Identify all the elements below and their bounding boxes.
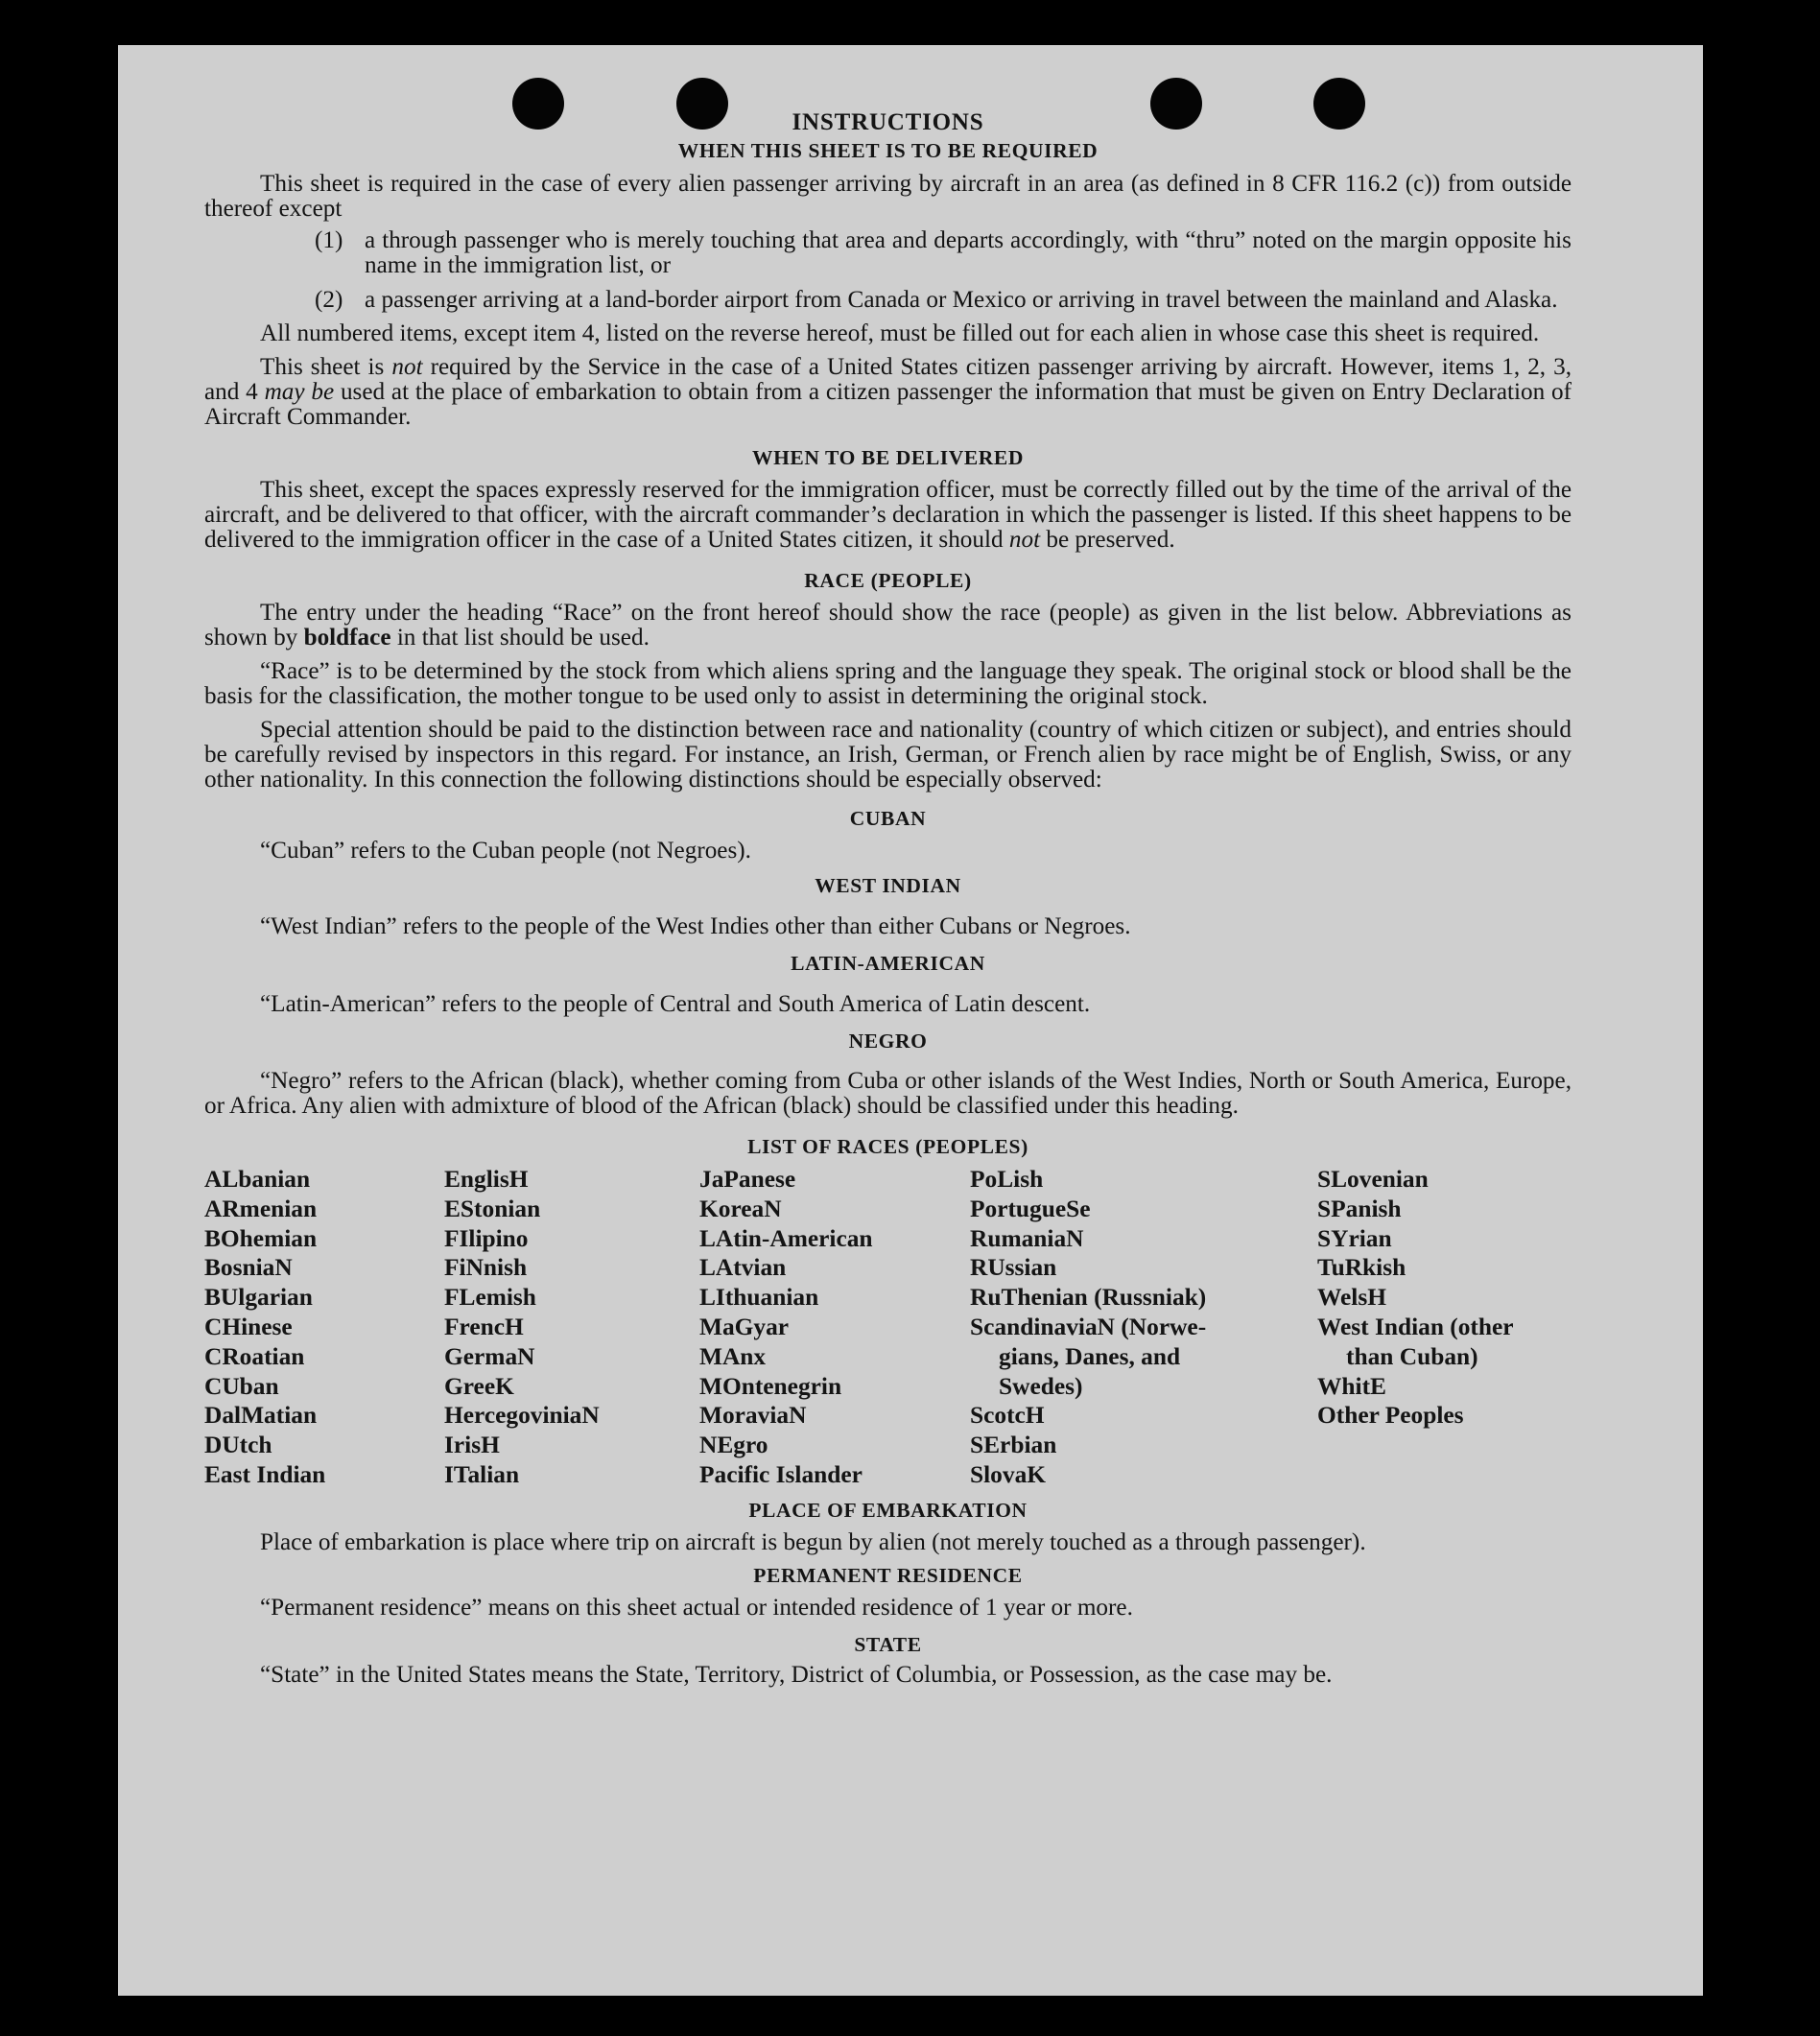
race-entry: HercegoviniaN [444, 1402, 600, 1430]
race-entry: ARmenian [204, 1195, 318, 1222]
race-entry: West Indian (other [1317, 1313, 1514, 1340]
paragraph [204, 355, 1572, 430]
document-page [118, 45, 1703, 1996]
text-run: required by the Service in the case of a United States citizen passenger arriving by aircraft. However, items 1, 2, 3, and 4 [204, 354, 1572, 405]
race-entry: PortugueSe [970, 1195, 1091, 1222]
paragraph: Place of embarkation is place where trip on aircraft is begun by alien (not merely touched as a through passenger). [260, 1528, 1366, 1555]
section-heading-negro: NEGRO [848, 1030, 928, 1053]
item-number: (1) [315, 227, 343, 253]
race-entry: SYrian [1317, 1224, 1392, 1252]
paragraph: “Latin-American” refers to the people of Central and South America of Latin descent. [260, 991, 1091, 1017]
race-entry: RUssian [970, 1254, 1057, 1282]
text-run: used at the place of embarkation to obtain from a citizen passenger the information that must be given on Entry Declaration of Aircraft Commander. [204, 379, 1572, 430]
race-entry: JaPanese [699, 1166, 796, 1193]
race-entry: than Cuban) [1346, 1342, 1478, 1370]
text-run: be preserved. [1040, 527, 1175, 553]
paragraph: All numbered items, except item 4, listed on the reverse hereof, must be filled out for each alien in whose case this sheet is required. [260, 320, 1540, 346]
race-entry: EStonian [444, 1195, 541, 1222]
races-list [204, 1165, 1572, 1490]
race-entry: DUtch [204, 1432, 272, 1459]
race-entry: PoLish [970, 1166, 1044, 1193]
race-entry: gians, Danes, and [999, 1342, 1181, 1370]
race-entry: WhitE [1317, 1372, 1386, 1400]
race-entry: FIlipino [444, 1224, 529, 1252]
race-entry: CRoatian [204, 1342, 305, 1370]
race-entry: SLovenian [1317, 1166, 1429, 1193]
race-entry: BosniaN [204, 1254, 293, 1282]
race-entry: BOhemian [204, 1224, 318, 1252]
race-entry: Pacific Islander [699, 1460, 863, 1488]
italic-text: not [391, 354, 423, 380]
race-entry: East Indian [204, 1460, 326, 1488]
paragraph: “Race” is to be determined by the stock from which aliens spring and the language they speak. The original stock or blood shall be the basis for the classification, the mother tongue to be used only to assist in determining the original stock. [204, 658, 1572, 709]
italic-text: may be [264, 379, 335, 405]
text-run: This sheet, except the spaces expressly reserved for the immigration officer, must be correctly filled out by the time of the arrival of the aircraft, and be delivered to that officer, with the aircraft commander’s declaration in which the passenger is listed. If this sheet happens to be delivered to the immigration officer in the case of a United States citizen, it should [204, 477, 1572, 553]
race-entry: LIthuanian [699, 1284, 819, 1312]
text-run: in that list should be used. [390, 625, 650, 651]
paragraph [204, 601, 1572, 651]
race-entry: CHinese [204, 1313, 293, 1340]
race-entry: Other Peoples [1317, 1402, 1464, 1430]
race-entry: FiNnish [444, 1254, 528, 1282]
race-entry: DalMatian [204, 1402, 318, 1430]
bold-text: boldface [303, 625, 391, 651]
item-number: (2) [315, 287, 343, 313]
race-entry: KoreaN [699, 1195, 782, 1222]
instructions-content [204, 110, 1572, 1688]
list-item [315, 228, 1572, 278]
race-entry: IrisH [444, 1432, 500, 1459]
races-column-2 [444, 1165, 699, 1490]
race-entry: LAtin-American [699, 1224, 873, 1252]
race-entry: FLemish [444, 1284, 536, 1312]
item-text: a through passenger who is merely touching that area and departs accordingly, with “thru” noted on the margin opposite his name in the immigration list, or [365, 227, 1572, 278]
race-entry: LAtvian [699, 1254, 787, 1282]
section-heading-race: RACE (PEOPLE) [804, 569, 972, 592]
section-heading-west-indian: WEST INDIAN [815, 874, 961, 897]
race-entry: FrencH [444, 1313, 524, 1340]
race-entry: MOntenegrin [699, 1372, 842, 1400]
race-entry: MoraviaN [699, 1402, 807, 1430]
race-entry: GreeK [444, 1372, 514, 1400]
paragraph: “State” in the United States means the State, Territory, District of Columbia, or Possession, as the case may be. [260, 1661, 1333, 1688]
section-heading-embarkation: PLACE OF EMBARKATION [748, 1498, 1028, 1522]
paragraph: “Permanent residence” means on this sheet actual or intended residence of 1 year or more. [260, 1594, 1133, 1621]
race-entry: SlovaK [970, 1460, 1047, 1488]
race-entry: EnglisH [444, 1166, 529, 1193]
race-entry: WelsH [1317, 1284, 1386, 1312]
races-column-5 [1317, 1165, 1572, 1490]
race-entry: MaGyar [699, 1313, 790, 1340]
paragraph [204, 478, 1572, 553]
races-column-3 [699, 1165, 970, 1490]
text-run: The entry under the heading “Race” on the front hereof should show the race (people) as given in the list below. Abbreviations as shown by [204, 600, 1572, 651]
paragraph: This sheet is required in the case of every alien passenger arriving by aircraft in an area (as defined in 8 CFR 116.2 (c)) from outside thereof except [204, 171, 1572, 222]
race-entry: RumaniaN [970, 1224, 1084, 1252]
races-column-1 [204, 1165, 444, 1490]
paragraph: “Negro” refers to the African (black), whether coming from Cuba or other islands of the West Indies, North or South America, Europe, or Africa. Any alien with admixture of blood of the African (black) should be classified under this heading. [204, 1068, 1572, 1119]
section-heading-latin-american: LATIN-AMERICAN [791, 952, 985, 975]
race-entry: TuRkish [1317, 1254, 1406, 1282]
race-entry: RuThenian (Russniak) [970, 1284, 1207, 1312]
race-entry: SErbian [970, 1432, 1057, 1459]
item-text: a passenger arriving at a land-border airport from Canada or Mexico or arriving in travel between the mainland and Alaska. [365, 287, 1558, 313]
italic-text: not [1008, 527, 1041, 553]
race-entry: SPanish [1317, 1195, 1402, 1222]
races-column-4 [970, 1165, 1317, 1490]
section-heading-residence: PERMANENT RESIDENCE [753, 1563, 1023, 1587]
section-heading-cuban: CUBAN [849, 807, 927, 830]
race-entry: ScandinaviaN (Norwe- [970, 1313, 1207, 1340]
race-entry: ScotcH [970, 1402, 1045, 1430]
race-entry: MAnx [699, 1342, 767, 1370]
paragraph: Special attention should be paid to the distinction between race and nationality (country of which citizen or subject), and entries should be carefully revised by inspectors in this regard. For instance, an Irish, German, or French alien by race might be of English, Swiss, or any other nationality. In this connection the following distinctions should be especially observed: [204, 717, 1572, 793]
race-entry: ALbanian [204, 1166, 311, 1193]
list-item [315, 288, 1572, 313]
section-heading-delivered: WHEN TO BE DELIVERED [751, 446, 1025, 469]
list-of-races-heading: LIST OF RACES (PEOPLES) [747, 1135, 1028, 1158]
page-title: INSTRUCTIONS [792, 109, 984, 135]
section-heading-state: STATE [854, 1632, 922, 1656]
race-entry: NEgro [699, 1432, 768, 1459]
race-entry: GermaN [444, 1342, 535, 1370]
race-entry: CUban [204, 1372, 279, 1400]
paragraph: “West Indian” refers to the people of the West Indies other than either Cubans or Negroes. [260, 913, 1131, 939]
race-entry: BUlgarian [204, 1284, 313, 1312]
section-heading-required: WHEN THIS SHEET IS TO BE REQUIRED [677, 139, 1099, 162]
race-entry: Swedes) [999, 1372, 1083, 1400]
paragraph: “Cuban” refers to the Cuban people (not Negroes). [260, 838, 751, 864]
text-run: This sheet is [260, 354, 392, 380]
race-entry: ITalian [444, 1460, 520, 1488]
